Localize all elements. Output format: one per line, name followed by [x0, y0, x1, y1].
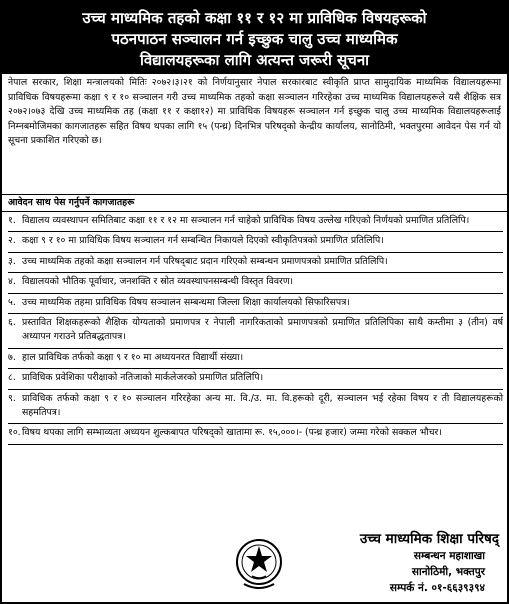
notice-header: [2, 2, 507, 74]
list-item: [8, 314, 503, 349]
item-number: ४.: [8, 276, 16, 288]
division-name: सम्बन्धन महाशाखा: [413, 550, 485, 562]
intro-paragraph: नेपाल सरकार, शिक्षा मन्त्रालयको मितिः २०७२।३।२१ को निर्णयानुसार नेपाल सरकारबाट स्वीकृति प्राप्त सामुदायिक माध्यमिक विद्यालयहरूमा प्राविधिक विषयहरूमा कक्षा ९ र १० सञ्चालन गरी उच्च माध्यमिक तहको कक्षा सञ्चालन गरिरहेका उच्च माध्यमिक विद्यालयहरूले यसै शैक्षिक सत्र २०७२।०७३ देखि उच्च माध्यमिक तह (कक्षा ११ र कक्षा१२) मा प्राविधिक विषयहरू सञ्चालन गर्न इच्छुक चालु उच्च माध्यमिक विद्यालयहरूलाई निम्नबमोजिमका कागजातहरू सहित विषय थपका लागि १५ (पन्ध्र) दिनभित्र परिषद्‌को केन्द्रीय कार्यालय, सानोठिमी, भक्तपुरमा आवेदन पेस गर्न यो सूचना प्रकाशित गरिएको छ।: [8, 77, 501, 147]
item-number: १.: [8, 215, 16, 226]
list-item: [8, 273, 503, 293]
item-text: विषय थपका लागि सम्भाव्यता अध्ययन शुल्कबापत परिषद्‌को खातामा रू. १५,०००।- (पन्ध्र हजार) जम्मा गरेको सक्कल भौचर।: [22, 427, 442, 439]
documents-list: [2, 212, 507, 445]
item-number: ७.: [8, 351, 16, 363]
header-line-1: उच्च माध्यमिक तहको कक्षा ११ र १२ मा प्राविधिक विषयहरूको: [82, 9, 427, 27]
list-item: [8, 212, 503, 232]
government-emblem-icon: [234, 536, 284, 592]
list-item: [8, 253, 503, 273]
notice-footer: [2, 524, 507, 602]
list-item: [8, 349, 503, 369]
header-line-3: विद्यालयहरूका लागि अत्यन्त जरूरी सूचना: [139, 51, 370, 69]
item-text: उच्च माध्यमिक तहमा प्राविधिक विषय सञ्चालन सम्बन्धमा जिल्ला शिक्षा कार्यालयको सिफारिसपत्र।: [22, 296, 350, 308]
item-text: प्राविधिक तर्फको कक्षा ९ र १० सञ्चालन गरिरहेका अन्य मा. वि./उ. मा. वि.हरूको दूरी, सञ्चालन भई रहेका विषय र ती विद्यालयहरूको सहमतिपत्र।: [22, 392, 503, 419]
issuing-office: [360, 530, 499, 596]
item-text: उच्च माध्यमिक तहको कक्षा सञ्चालन गर्न परिषद्‌बाट प्रदान गरिएको सम्बन्धन प्रमाणपत्रको प्रमाणित प्रतिलिपि।: [22, 255, 388, 267]
item-number: ८.: [8, 372, 16, 384]
item-text: प्रस्तावित शिक्षकहरूको शैक्षिक योग्यताको प्रमाणपत्र र नेपाली नागरिकताको प्रमाणपत्रको प्रमाणित प्रतिलिपिका साथै कम्तीमा ३ (तीन) वर्ष अध्यापन गराउने प्रतिबद्धतापत्र।: [22, 317, 503, 343]
item-number: ९.: [8, 392, 16, 404]
contact-number: सम्पर्क नं. ०१-६६३९३९४: [389, 582, 485, 594]
documents-title: आवेदन साथ पेस गर्नुपर्ने कागजातहरू: [2, 194, 507, 212]
item-number: २.: [8, 235, 16, 247]
list-item: [8, 424, 503, 444]
office-address: सानोठिमी, भक्तपुर: [411, 566, 485, 578]
item-number: ५.: [8, 296, 16, 308]
item-number: १०.: [8, 427, 21, 439]
list-item: [8, 390, 503, 425]
item-text: कक्षा ९ र १० मा प्राविधिक विषय सञ्चालन गर्न सम्बन्धित निकायले दिएको स्वीकृतिपत्रको प्रमाणित प्रतिलिपि।: [22, 235, 384, 247]
item-number: ३.: [8, 255, 16, 267]
item-text: विद्यालयको भौतिक पूर्वाधार, जनशक्ति र स्रोत व्यवस्थापनसम्बन्धी विस्तृत विवरण।: [22, 276, 294, 288]
item-text: हाल प्राविधिक तर्फको कक्षा ९ र १० मा अध्ययनरत विद्यार्थी संख्या।: [22, 351, 244, 363]
list-item: [8, 232, 503, 252]
org-name: उच्च माध्यमिक शिक्षा परिषद्: [359, 531, 499, 547]
header-line-2: पठनपाठन सञ्चालन गर्न इच्छुक चालु उच्च माध्यमिक: [111, 30, 398, 48]
list-item: [8, 294, 503, 314]
item-text: विद्यालय व्यवस्थापन समितिबाट कक्षा ११ र १२ मा सञ्चालन गर्न चाहेको प्राविधिक विषय उल्लेख गरिएको निर्णयको प्रमाणित प्रतिलिपि।: [22, 215, 470, 226]
item-number: ६.: [8, 317, 16, 329]
list-item: [8, 369, 503, 389]
item-text: प्राविधिक प्रवेशिका परीक्षाको नतिजाको मार्कलेजरको प्रमाणित प्रतिलिपि।: [22, 372, 264, 384]
